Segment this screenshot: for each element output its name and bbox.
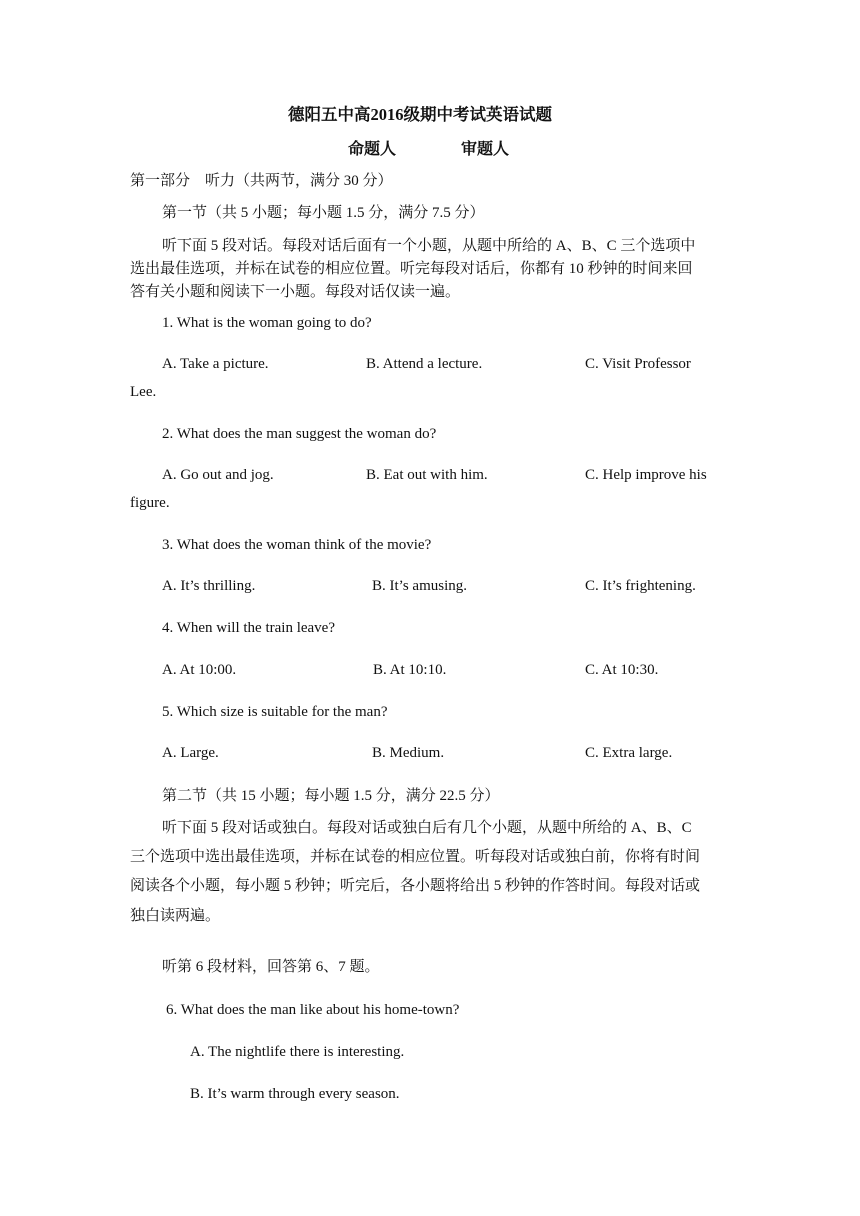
section2-instructions-line: 三个选项中选出最佳选项，并标在试卷的相应位置。听每段对话或独白前，你将有时间 (130, 849, 701, 865)
option-c: C. It’s frightening. (585, 578, 696, 594)
section1-instructions-line: 答有关小题和阅读下一小题。每段对话仅读一遍。 (130, 284, 461, 300)
option-c: C. At 10:30. (585, 662, 659, 678)
option-b: B. It’s warm through every season. (190, 1086, 400, 1102)
option-b: B. Medium. (372, 745, 445, 761)
option-c: C. Extra large. (585, 745, 673, 761)
section2-instructions-line: 独白读两遍。 (130, 908, 221, 924)
option-c: C. Help improve his (585, 467, 707, 483)
option-c-continuation: figure. (130, 495, 170, 511)
section1-instructions-line: 选出最佳选项，并标在试卷的相应位置。听完每段对话后，你都有 10 秒钟的时间来回 (130, 261, 693, 277)
option-a: A. The nightlife there is interesting. (190, 1044, 405, 1060)
option-c-continuation: Lee. (130, 384, 157, 400)
question-5: 5. Which size is suitable for the man? (162, 704, 388, 720)
option-a: A. Go out and jog. (162, 467, 274, 483)
question-4: 4. When will the train leave? (162, 620, 335, 636)
section2-heading: 第二节（共 15 小题；每小题 1.5 分，满分 22.5 分） (162, 788, 500, 804)
proposer-label: 命题人 (348, 141, 397, 158)
question-6: 6. What does the man like about his home-town? (166, 1002, 460, 1018)
question-2: 2. What does the man suggest the woman do? (162, 426, 437, 442)
section1-instructions-line: 听下面 5 段对话。每段对话后面有一个小题，从题中所给的 A、B、C 三个选项中 (162, 238, 696, 254)
option-b: B. Eat out with him. (366, 467, 488, 483)
option-a: A. Take a picture. (162, 356, 269, 372)
option-c: C. Visit Professor (585, 356, 691, 372)
option-a: A. At 10:00. (162, 662, 237, 678)
option-a: A. It’s thrilling. (162, 578, 256, 594)
option-a: A. Large. (162, 745, 219, 761)
section1-heading: 第一节（共 5 小题；每小题 1.5 分，满分 7.5 分） (162, 205, 485, 221)
material-instruction: 听第 6 段材料，回答第 6、7 题。 (162, 959, 380, 975)
section2-instructions-line: 阅读各个小题，每小题 5 秒钟；听完后，各小题将给出 5 秒钟的作答时间。每段对话或 (130, 878, 701, 894)
exam-title: 德阳五中高2016级期中考试英语试题 (288, 105, 552, 124)
part-heading: 第一部分 听力（共两节，满分 30 分） (130, 173, 393, 189)
option-b: B. At 10:10. (373, 662, 447, 678)
question-1: 1. What is the woman going to do? (162, 315, 372, 331)
option-b: B. Attend a lecture. (366, 356, 483, 372)
question-3: 3. What does the woman think of the movie? (162, 537, 432, 553)
option-b: B. It’s amusing. (372, 578, 468, 594)
section2-instructions-line: 听下面 5 段对话或独白。每段对话或独白后有几个小题，从题中所给的 A、B、C (162, 820, 692, 836)
reviewer-label: 审题人 (461, 141, 510, 158)
